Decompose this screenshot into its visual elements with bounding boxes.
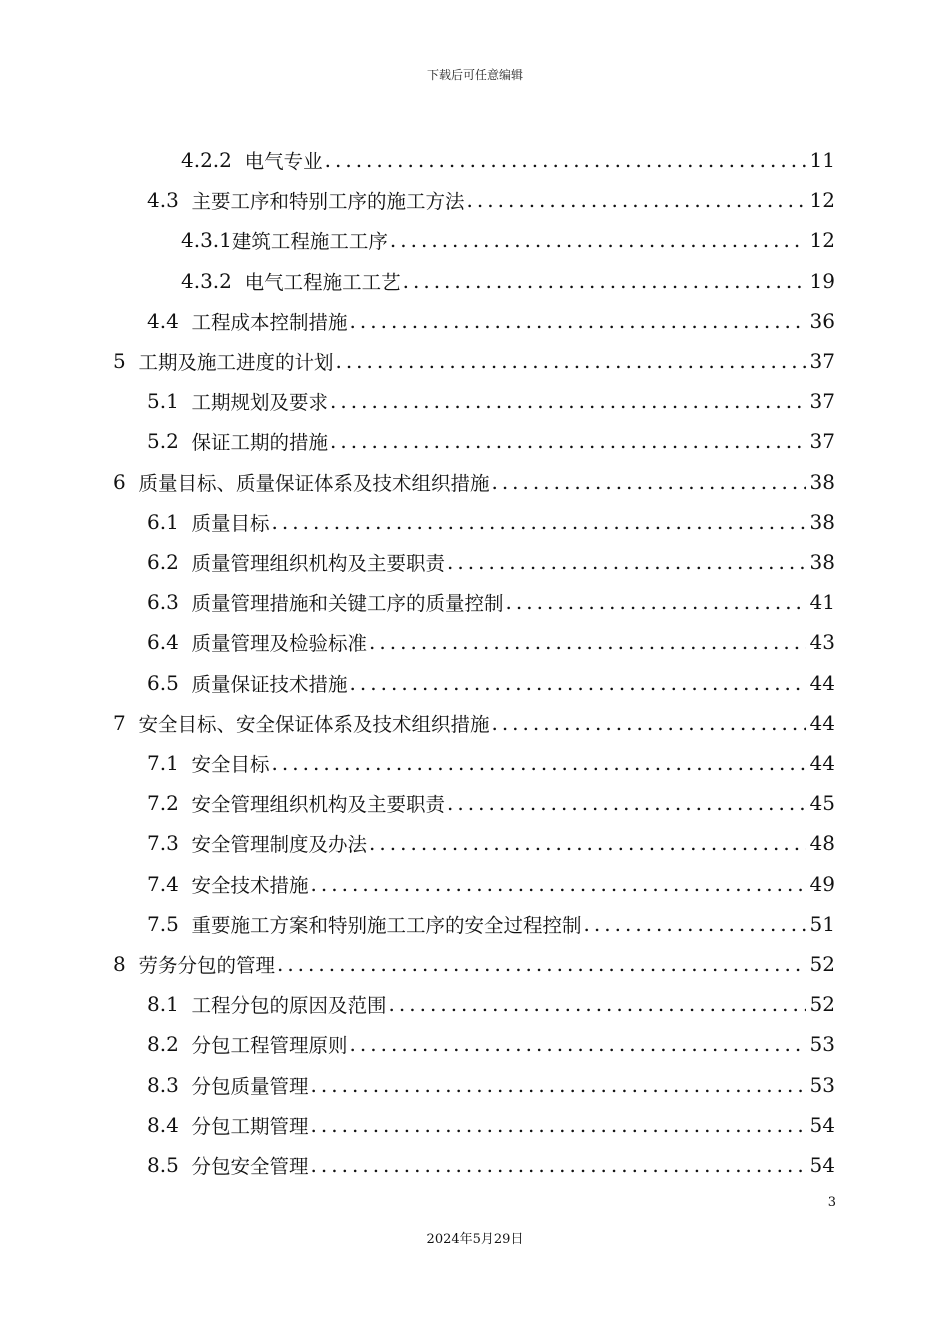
toc-entry-page: 38 <box>809 550 835 574</box>
toc-entry-title: 安全目标 <box>191 753 270 776</box>
toc-entry-number: 4.2.2 <box>181 148 232 172</box>
toc-entry[interactable] <box>147 622 835 662</box>
toc-entry-page: 53 <box>809 1032 835 1057</box>
toc-entry-page: 48 <box>809 831 835 856</box>
toc-entry-page: 52 <box>809 992 835 1017</box>
toc-leader-dots <box>350 671 806 695</box>
toc-entry-page: 12 <box>809 228 835 253</box>
toc-entry[interactable] <box>147 663 835 703</box>
toc-entry-separator <box>232 269 245 293</box>
toc-entry-number: 6.5 <box>147 670 179 695</box>
toc-leader-dots <box>389 992 806 1016</box>
toc-entry[interactable] <box>113 703 835 743</box>
toc-leader-dots <box>447 791 806 815</box>
toc-entry-number: 7.5 <box>147 911 179 936</box>
toc-leader-dots <box>277 952 806 976</box>
toc-entry-separator <box>179 590 192 614</box>
toc-entry-number: 5.2 <box>147 429 179 454</box>
toc-entry-separator <box>126 349 139 373</box>
toc-entry-page: 37 <box>809 389 835 414</box>
toc-entry-number: 8.1 <box>147 992 179 1017</box>
toc-entry-page: 38 <box>809 469 835 494</box>
toc-entry[interactable] <box>147 542 835 582</box>
toc-entry[interactable] <box>147 381 835 421</box>
toc-entry-number: 4.3.2 <box>181 268 232 293</box>
toc-entry-page: 41 <box>809 590 835 615</box>
toc-entry-title: 分包质量管理 <box>191 1074 309 1098</box>
toc-entry-page: 53 <box>809 1072 835 1097</box>
toc-entry-separator <box>179 872 192 896</box>
toc-entry-number: 5 <box>113 349 126 373</box>
toc-entry-separator <box>179 992 192 1016</box>
toc-leader-dots <box>506 590 806 614</box>
toc-entry-number: 4.3 <box>147 188 179 213</box>
toc-entry-title: 分包工程管理原则 <box>191 1034 348 1058</box>
toc-entry-page: 11 <box>809 148 835 172</box>
toc-leader-dots <box>335 349 805 373</box>
toc-leader-dots <box>350 1032 806 1056</box>
toc-entry-page: 38 <box>809 509 835 534</box>
toc-entry[interactable] <box>147 582 835 622</box>
toc-entry[interactable] <box>147 301 835 341</box>
toc-entry[interactable] <box>147 783 835 823</box>
toc-entry-title: 质量管理及检验标准 <box>191 632 368 656</box>
toc-leader-dots <box>272 751 806 775</box>
toc-entry[interactable] <box>147 904 835 944</box>
toc-entry-title: 电气专业 <box>244 150 323 173</box>
toc-entry-number: 8 <box>113 952 126 976</box>
toc-entry-title: 工期及施工进度的计划 <box>138 351 334 374</box>
toc-entry-separator <box>179 429 192 453</box>
toc-leader-dots <box>447 550 806 574</box>
toc-entry-number: 4.4 <box>147 308 179 333</box>
toc-entry-page: 45 <box>809 791 835 816</box>
toc-entry[interactable] <box>147 984 835 1024</box>
toc-entry[interactable] <box>147 502 835 542</box>
toc-entry-page: 12 <box>809 188 835 213</box>
toc-entry-page: 37 <box>809 349 835 373</box>
toc-entry-number: 6.3 <box>147 590 179 615</box>
toc-entry-number: 6 <box>113 469 126 494</box>
toc-entry-separator <box>126 711 139 735</box>
toc-entry-separator <box>179 1153 192 1177</box>
toc-entry-number: 6.1 <box>147 509 179 534</box>
toc-entry-page: 44 <box>809 670 835 695</box>
toc-leader-dots <box>311 1113 806 1137</box>
toc-entry-title: 工程成本控制措施 <box>191 310 348 334</box>
toc-entry-separator <box>179 510 192 534</box>
toc-leader-dots <box>491 470 805 494</box>
toc-entry-title: 安全技术措施 <box>191 873 309 897</box>
toc-leader-dots <box>403 269 806 293</box>
toc-entry-title: 质量目标、质量保证体系及技术组织措施 <box>138 471 490 495</box>
toc-entry-page: 43 <box>809 630 835 655</box>
toc-entry-separator <box>179 389 192 413</box>
toc-entry-page: 49 <box>809 871 835 896</box>
toc-entry-separator <box>179 550 192 574</box>
toc-entry-separator <box>179 1113 192 1137</box>
toc-entry-title: 保证工期的措施 <box>191 431 329 455</box>
toc-entry-number: 8.4 <box>147 1112 179 1137</box>
toc-entry-separator <box>179 671 192 695</box>
toc-entry-title: 质量目标 <box>191 511 270 535</box>
toc-entry[interactable] <box>113 462 835 502</box>
toc-leader-dots <box>272 510 806 534</box>
toc-entry-number: 5.1 <box>147 389 179 414</box>
toc-leader-dots <box>311 1153 806 1177</box>
toc-entry[interactable] <box>147 743 835 783</box>
toc-entry[interactable] <box>147 180 835 220</box>
toc-entry[interactable] <box>147 421 835 461</box>
toc-entry-number: 8.5 <box>147 1153 179 1177</box>
toc-entry-number: 7 <box>113 710 126 735</box>
toc-entry-number: 4.3.1 <box>181 228 232 253</box>
toc-entry-title: 电气工程施工工艺 <box>244 270 401 294</box>
toc-entry[interactable] <box>147 864 835 904</box>
toc-entry-separator <box>179 630 192 654</box>
toc-entry-separator <box>179 1073 192 1097</box>
toc-entry[interactable] <box>147 823 835 863</box>
toc-entry-number: 7.4 <box>147 871 179 896</box>
toc-entry-page: 52 <box>809 952 835 976</box>
toc-leader-dots <box>311 872 806 896</box>
toc-entry-number: 6.2 <box>147 550 179 574</box>
toc-entry-separator <box>179 1032 192 1056</box>
toc-entry-page: 19 <box>809 268 835 293</box>
toc-entry-title: 分包安全管理 <box>191 1155 309 1178</box>
toc-entry-page: 54 <box>809 1112 835 1137</box>
toc-entry-separator <box>179 912 192 936</box>
toc-entry-number: 7.3 <box>147 831 179 856</box>
toc-leader-dots <box>311 1073 806 1097</box>
toc-entry[interactable] <box>113 944 835 984</box>
toc-entry-separator <box>126 470 139 494</box>
toc-entry-separator <box>232 148 245 172</box>
toc-entry[interactable] <box>147 1145 835 1185</box>
toc-entry-title: 主要工序和特别工序的施工方法 <box>191 190 465 214</box>
toc-leader-dots <box>325 148 806 172</box>
toc-entry-separator <box>179 791 192 815</box>
toc-entry-title: 质量管理组织机构及主要职责 <box>191 552 446 575</box>
toc-entry-page: 37 <box>809 429 835 454</box>
page-number: 3 <box>827 1195 836 1210</box>
toc-entry-title: 劳务分包的管理 <box>138 954 275 977</box>
toc-entry[interactable] <box>181 140 835 180</box>
toc-entry-title: 重要施工方案和特别施工工序的安全过程控制 <box>191 913 582 937</box>
footer-date: 2024年5月29日 <box>426 1232 524 1247</box>
page-header: 下载后可任意编辑 <box>426 68 523 82</box>
toc-entry-separator <box>179 188 192 212</box>
toc-entry[interactable] <box>147 1024 835 1064</box>
toc-leader-dots <box>350 309 806 333</box>
toc-leader-dots <box>491 711 805 735</box>
toc-entry[interactable] <box>181 220 835 260</box>
toc-entry-title: 分包工期管理 <box>191 1114 309 1138</box>
toc-entry-separator <box>126 952 139 976</box>
toc-leader-dots <box>467 188 806 212</box>
toc-entry-title: 质量管理措施和关键工序的质量控制 <box>191 592 504 616</box>
toc-entry-page: 36 <box>809 308 835 333</box>
toc-entry[interactable] <box>181 261 835 301</box>
toc-leader-dots <box>390 228 806 252</box>
toc-entry-separator <box>179 309 192 333</box>
toc-entry-page: 54 <box>809 1153 835 1177</box>
toc-entry-title: 质量保证技术措施 <box>191 672 348 696</box>
toc-entry-page: 44 <box>809 710 835 735</box>
toc-leader-dots <box>369 831 806 855</box>
toc-entry[interactable] <box>147 1105 835 1145</box>
toc-leader-dots <box>330 429 806 453</box>
toc-entry-separator <box>179 831 192 855</box>
toc-entry-page: 51 <box>809 911 835 936</box>
toc-entry-number: 7.1 <box>147 751 179 775</box>
toc-entry-number: 7.2 <box>147 791 179 816</box>
toc-entry[interactable] <box>113 341 835 381</box>
toc-entry-page: 44 <box>809 751 835 775</box>
toc-entry-title: 安全管理制度及办法 <box>191 833 368 857</box>
toc-entry-separator <box>179 751 192 775</box>
toc-entry-title: 工程分包的原因及范围 <box>191 994 387 1018</box>
toc-entry-title: 安全管理组织机构及主要职责 <box>191 793 446 817</box>
toc-entry-number: 8.3 <box>147 1072 179 1097</box>
toc-entry-title: 安全目标、安全保证体系及技术组织措施 <box>138 712 490 736</box>
toc-entry-number: 8.2 <box>147 1032 179 1057</box>
toc-entry-title: 建筑工程施工工序 <box>231 230 388 254</box>
toc-leader-dots <box>330 389 806 413</box>
toc-entry[interactable] <box>147 1065 835 1105</box>
toc-entry-number: 6.4 <box>147 630 179 655</box>
toc-leader-dots <box>369 630 806 654</box>
toc-leader-dots <box>584 912 806 936</box>
toc-entry-title: 工期规划及要求 <box>191 391 329 415</box>
